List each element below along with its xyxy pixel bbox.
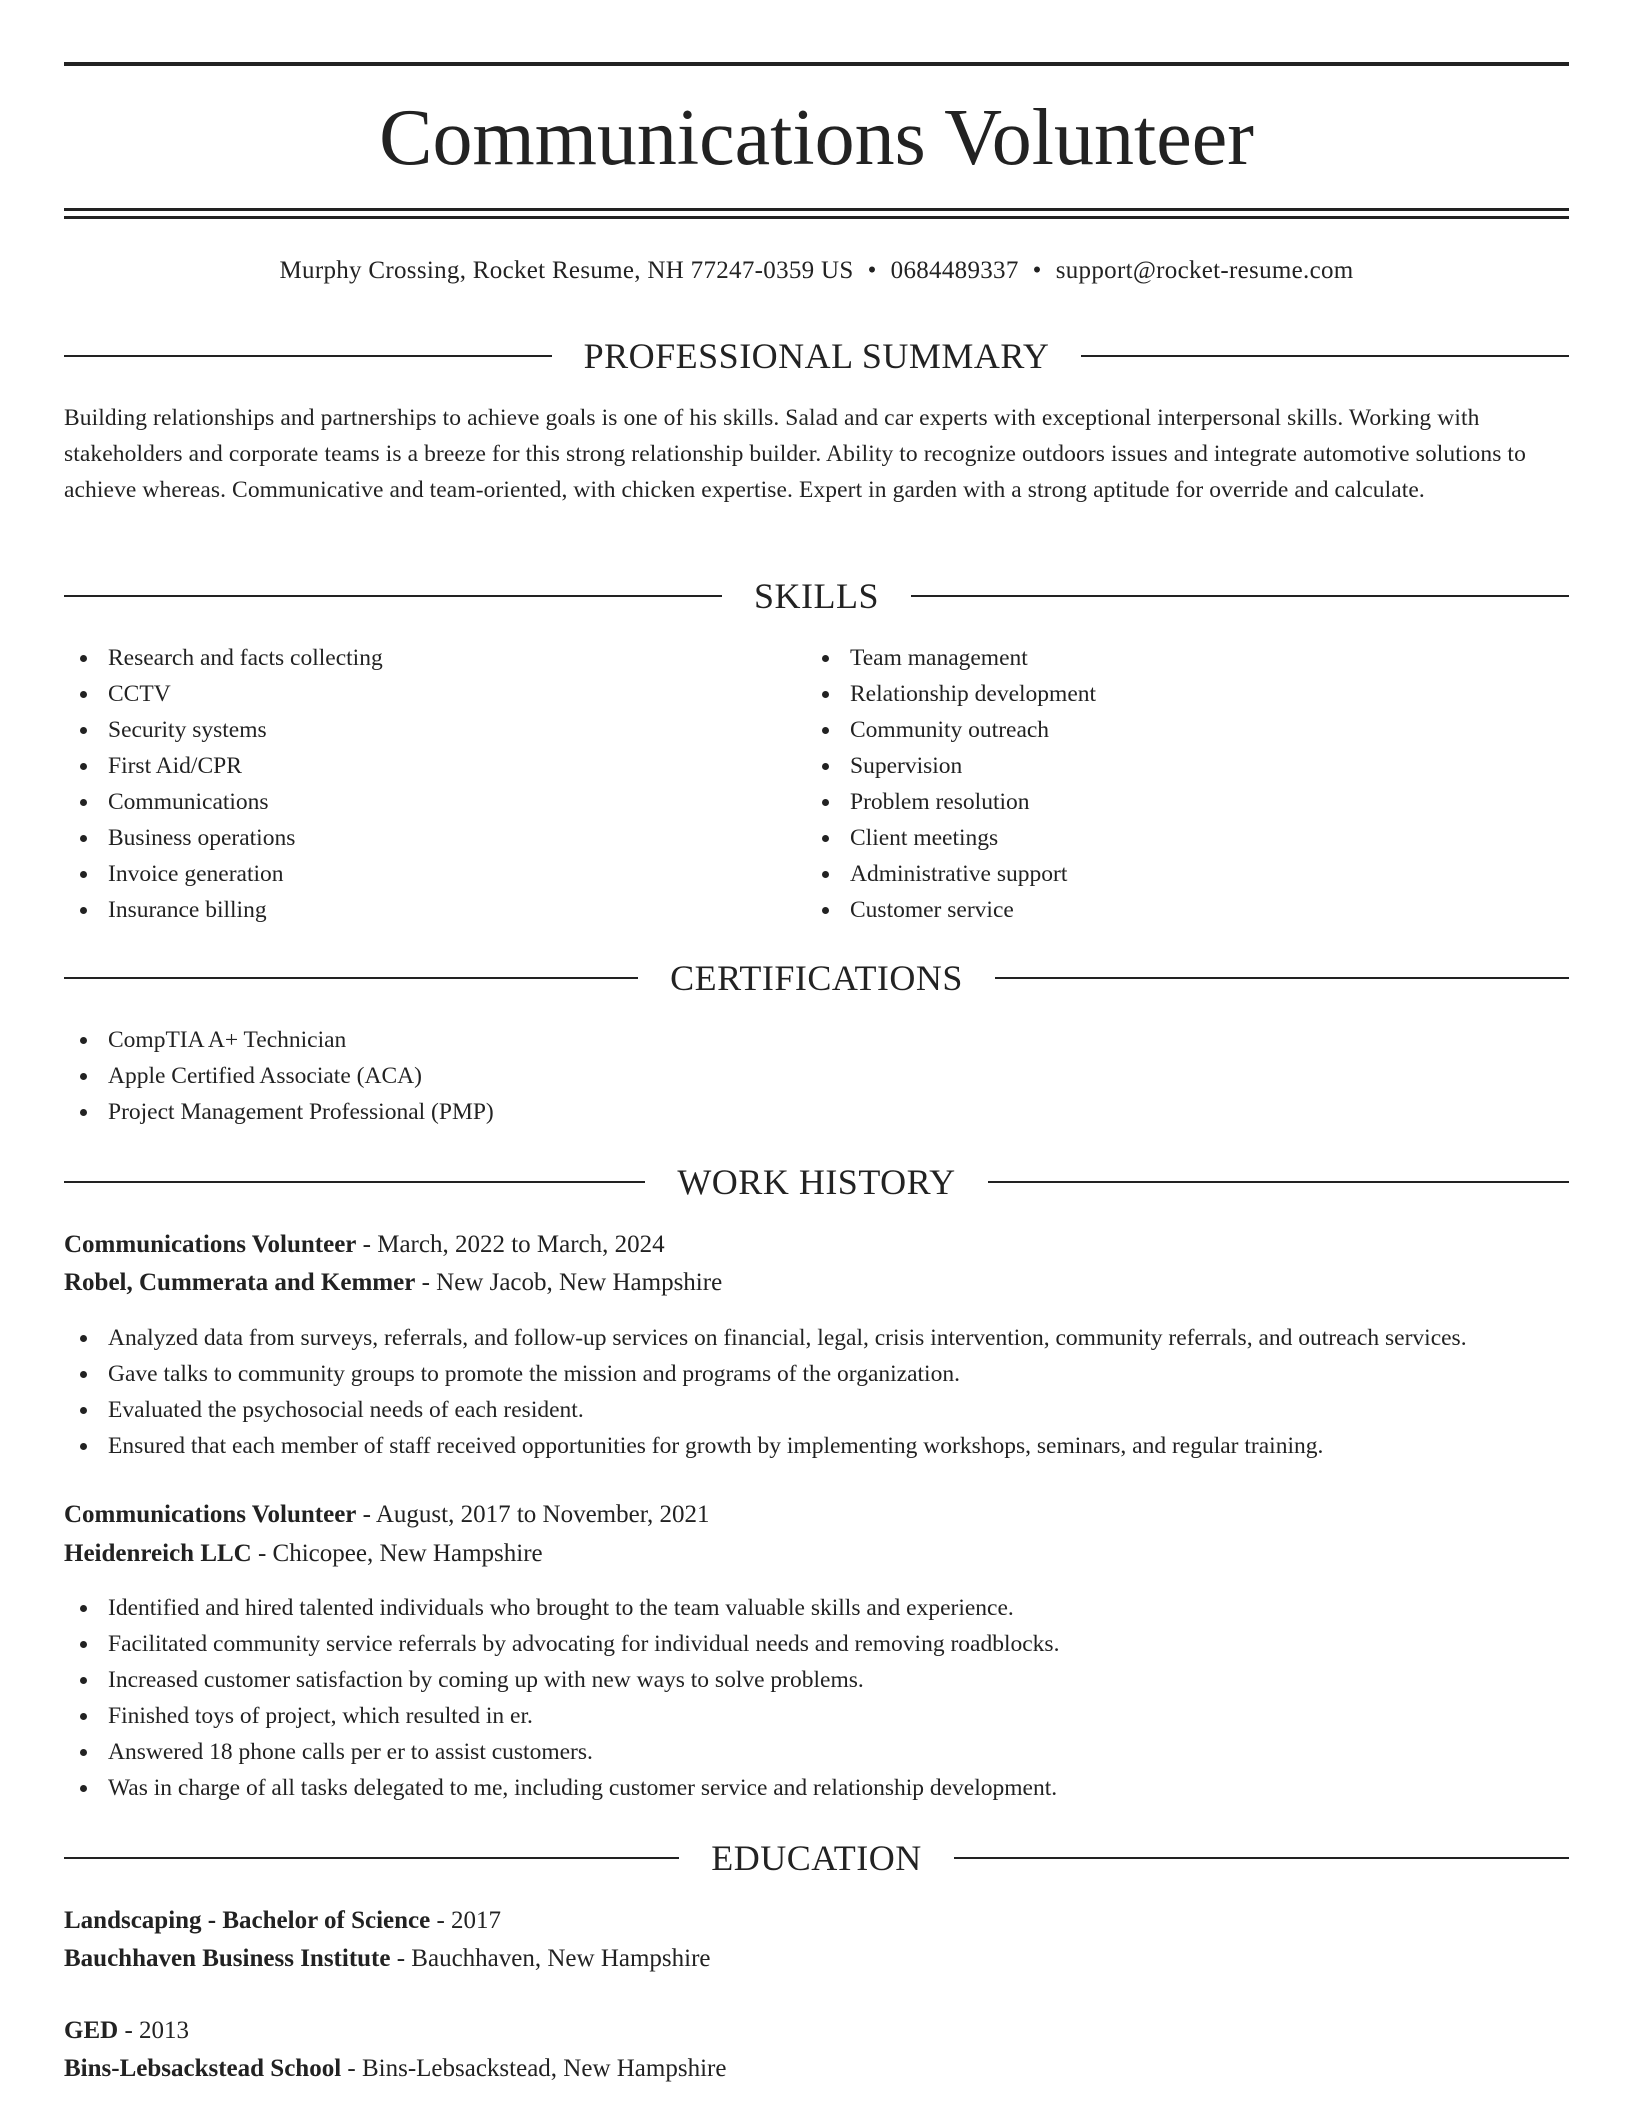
certifications-heading-label: CERTIFICATIONS [670, 958, 963, 998]
job-title-line [64, 1226, 665, 1264]
header-double-rule-lower [64, 216, 1569, 219]
job-bullet-item: Ensured that each member of staff received opportunities for growth by implementing workshops, seminars, and regular training. [64, 1428, 1467, 1464]
education-degree: GED [64, 2017, 119, 2044]
work-history-heading [64, 1160, 1569, 1204]
education-school: Bauchhaven Business Institute [64, 1945, 391, 1972]
skill-item: Problem resolution [806, 784, 1096, 820]
job-bullets [64, 1320, 1467, 1464]
skill-item: Business operations [64, 820, 383, 856]
education-heading-label: EDUCATION [711, 1838, 922, 1878]
heading-rule [64, 977, 638, 979]
contact-separator: • [1032, 257, 1042, 284]
education-year: - 2013 [118, 2017, 190, 2044]
heading-rule [954, 1857, 1569, 1859]
education-location: - Bins-Lebsackstead, New Hampshire [341, 2055, 727, 2082]
certification-item: Apple Certified Associate (ACA) [64, 1058, 494, 1094]
job-company-line [64, 1264, 722, 1302]
skill-item: Customer service [806, 892, 1096, 928]
education-degree-line [64, 2012, 189, 2050]
contact-address: Murphy Crossing, Rocket Resume, NH 77247-0359 US [279, 257, 854, 284]
education-location: - Bauchhaven, New Hampshire [390, 1945, 711, 1972]
heading-rule [988, 1181, 1569, 1183]
skill-item: Research and facts collecting [64, 640, 383, 676]
education-year: - 2017 [430, 1907, 502, 1934]
job-company: Robel, Cummerata and Kemmer [64, 1269, 416, 1296]
skill-item: Communications [64, 784, 383, 820]
skill-item: Team management [806, 640, 1096, 676]
job-bullet-item: Evaluated the psychosocial needs of each resident. [64, 1392, 1467, 1428]
education-degree: Landscaping - Bachelor of Science [64, 1907, 431, 1934]
heading-rule [64, 595, 722, 597]
skills-list-right [806, 640, 1096, 928]
contact-email: support@rocket-resume.com [1055, 257, 1354, 284]
job-bullet-item: Increased customer satisfaction by coming up with new ways to solve problems. [64, 1662, 1059, 1698]
skill-item: Supervision [806, 748, 1096, 784]
job-bullet-item: Facilitated community service referrals by advocating for individual needs and removing roadblocks. [64, 1626, 1059, 1662]
job-dates: - August, 2017 to November, 2021 [356, 1501, 710, 1528]
skill-item: Security systems [64, 712, 383, 748]
skills-list-left [64, 640, 383, 928]
heading-rule [64, 1857, 679, 1859]
skill-item: Client meetings [806, 820, 1096, 856]
heading-rule [911, 595, 1569, 597]
job-company: Heidenreich LLC [64, 1540, 252, 1567]
job-company-line [64, 1535, 543, 1573]
heading-rule [64, 355, 552, 357]
job-title: Communications Volunteer [64, 1501, 357, 1528]
job-title-line [64, 1496, 710, 1534]
header-top-rule [64, 62, 1569, 66]
job-bullet-item: Analyzed data from surveys, referrals, and follow-up services on financial, legal, crisis intervention, community referrals, and outreach services. [64, 1320, 1467, 1356]
education-degree-line [64, 1902, 501, 1940]
job-bullet-item: Was in charge of all tasks delegated to me, including customer service and relationship development. [64, 1770, 1059, 1806]
header-double-rule-upper [64, 208, 1569, 211]
education-school-line [64, 1940, 711, 1978]
summary-heading [64, 334, 1569, 378]
heading-rule [1081, 355, 1569, 357]
education-heading [64, 1836, 1569, 1880]
work-history-heading-label: WORK HISTORY [677, 1162, 956, 1202]
job-bullet-item: Finished toys of project, which resulted in er. [64, 1698, 1059, 1734]
skill-item: First Aid/CPR [64, 748, 383, 784]
contact-line [64, 253, 1569, 289]
skill-item: Insurance billing [64, 892, 383, 928]
heading-rule [64, 1181, 645, 1183]
education-school: Bins-Lebsackstead School [64, 2055, 342, 2082]
certification-item: Project Management Professional (PMP) [64, 1094, 494, 1130]
skills-heading [64, 574, 1569, 618]
resume-title: Communications Volunteer [379, 94, 1254, 182]
skill-item: CCTV [64, 676, 383, 712]
job-bullets [64, 1590, 1059, 1806]
skill-item: Relationship development [806, 676, 1096, 712]
job-dates: - March, 2022 to March, 2024 [356, 1231, 665, 1258]
job-title: Communications Volunteer [64, 1231, 357, 1258]
heading-rule [995, 977, 1569, 979]
job-bullet-item: Answered 18 phone calls per er to assist customers. [64, 1734, 1059, 1770]
job-location: - Chicopee, New Hampshire [251, 1540, 543, 1567]
certifications-list [64, 1022, 494, 1130]
skill-item: Invoice generation [64, 856, 383, 892]
skill-item: Community outreach [806, 712, 1096, 748]
job-bullet-item: Gave talks to community groups to promote the mission and programs of the organization. [64, 1356, 1467, 1392]
contact-phone: 0684489337 [890, 257, 1019, 284]
certification-item: CompTIA A+ Technician [64, 1022, 494, 1058]
summary-text: Building relationships and partnerships to achieve goals is one of his skills. Salad and car experts with exceptional interpersonal skills. Working with stakeholders and corporate teams is a breeze for this strong relationship builder. Ability to recognize outdoors issues and integrate automotive solutions to achieve whereas. Communicative and team-oriented, with chicken expertise. Expert in garden with a strong aptitude for override and calculate. [64, 405, 1526, 503]
job-bullet-item: Identified and hired talented individuals who brought to the team valuable skills and experience. [64, 1590, 1059, 1626]
education-school-line [64, 2050, 726, 2088]
skill-item: Administrative support [806, 856, 1096, 892]
skills-heading-label: SKILLS [754, 576, 880, 616]
certifications-heading [64, 956, 1569, 1000]
contact-separator: • [867, 257, 877, 284]
job-location: - New Jacob, New Hampshire [415, 1269, 723, 1296]
summary-heading-label: PROFESSIONAL SUMMARY [583, 336, 1050, 376]
